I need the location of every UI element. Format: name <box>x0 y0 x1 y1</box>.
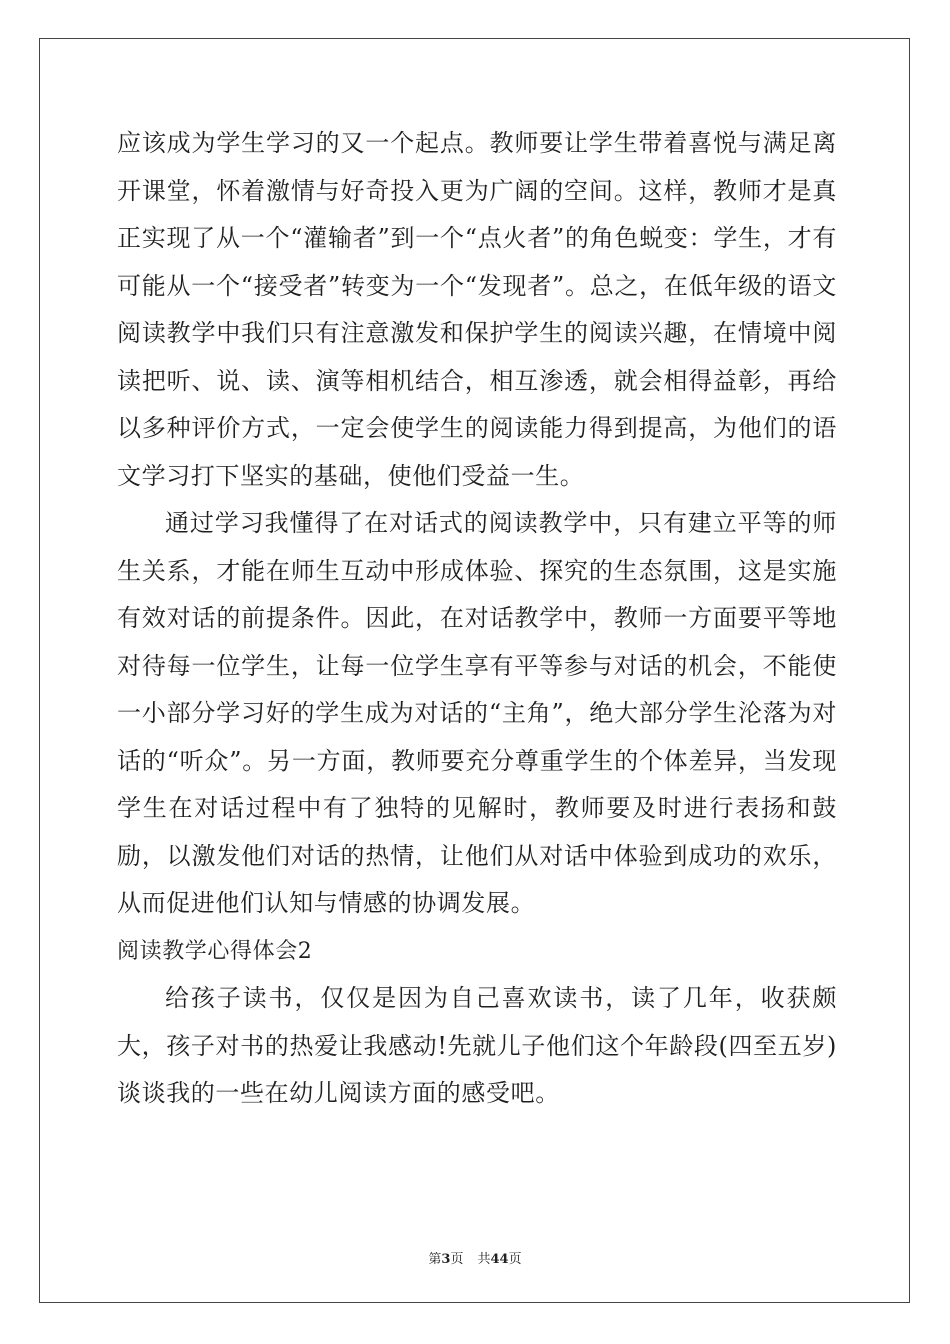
page-suffix: 页 <box>450 1252 464 1267</box>
current-page-number: 3 <box>441 1252 451 1267</box>
total-suffix: 页 <box>508 1252 522 1267</box>
section-heading: 阅读教学心得体会2 <box>117 938 313 964</box>
paragraph-1: 应该成为学生学习的又一个起点。教师要让学生带着喜悦与满足离开课堂，怀着激情与好奇投入更为广阔的空间。这样，教师才是真正实现了从一个“灌输者”到一个“点火者”的角色蜕变：学生，才有可能从一个“接受者”转变为一个“发现者”。总之，在低年级的语文阅读教学中我们只有注意激发和保护学生的阅读兴趣，在情境中阅读把听、说、读、演等相机结合，相互渗透，就会相得益彰，再给以多种评价方式，一定会使学生的阅读能力得到提高，为他们的语文学习打下坚实的基础，使他们受益一生。 <box>117 129 837 490</box>
paragraph-3: 给孩子读书，仅仅是因为自己喜欢读书，读了几年，收获颇大，孩子对书的热爱让我感动!先就儿子他们这个年龄段(四至五岁)谈谈我的一些在幼儿阅读方面的感受吧。 <box>117 984 837 1107</box>
paragraph-2: 通过学习我懂得了在对话式的阅读教学中，只有建立平等的师生关系，才能在师生互动中形成体验、探究的生态氛围，这是实施有效对话的前提条件。因此，在对话教学中，教师一方面要平等地对待每一位学生，让每一位学生享有平等参与对话的机会，不能使一小部分学习好的学生成为对话的“主角”，绝大部分学生沦落为对话的“听众”。另一方面，教师要充分尊重学生的个体差异，当发现学生在对话过程中有了独特的见解时，教师要及时进行表扬和鼓励，以激发他们对话的热情，让他们从对话中体验到成功的欢乐，从而促进他们认知与情感的协调发展。 <box>117 509 837 917</box>
total-page-count: 44 <box>490 1252 509 1267</box>
page-prefix: 第 <box>428 1252 442 1267</box>
total-prefix: 共 <box>477 1252 491 1267</box>
document-body <box>117 120 837 1118</box>
page-footer <box>0 1248 950 1267</box>
